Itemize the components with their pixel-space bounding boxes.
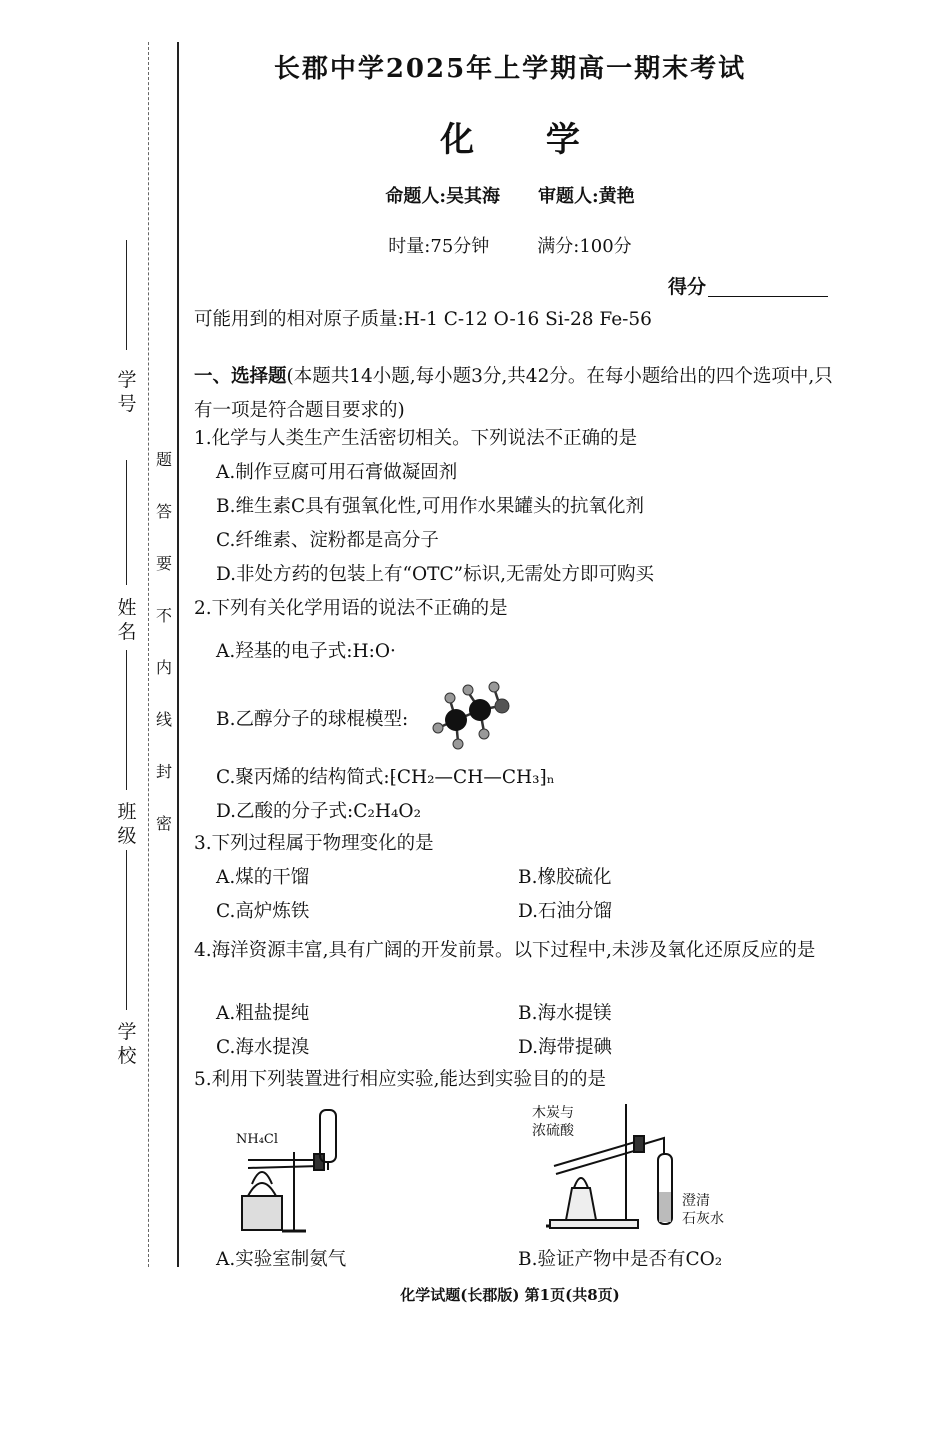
question-1-option-d[interactable]: D.非处方药的包装上有“OTC”标识,无需处方即可购买 xyxy=(216,564,655,585)
polypropylene-formula: ⁅CH₂—CH—CH₃⁆ₙ xyxy=(389,767,555,788)
seal-note-7: 封 xyxy=(155,762,172,781)
question-1-option-c[interactable]: C.纤维素、淀粉都是高分子 xyxy=(216,530,439,551)
seal-note-8: 密 xyxy=(155,814,172,833)
question-4-option-b[interactable]: B.海水提镁 xyxy=(518,1003,612,1024)
school-field[interactable] xyxy=(126,850,127,1010)
question-1-stem: 1.化学与人类生产生活密切相关。下列说法不正确的是 xyxy=(194,428,638,449)
student-number-field[interactable] xyxy=(126,240,127,350)
section-1-heading xyxy=(194,360,834,428)
class-label: 班级 xyxy=(117,801,137,847)
seal-note-4: 不 xyxy=(155,606,172,625)
seal-note-3: 要 xyxy=(155,554,172,573)
apparatus-b-reagent-label: 木炭与 浓硫酸 xyxy=(532,1105,574,1139)
exam-title: 长郡中学2025年上学期高一期末考试 xyxy=(273,54,747,84)
seal-note-2: 答 xyxy=(155,502,172,521)
question-3-stem: 3.下列过程属于物理变化的是 xyxy=(194,833,434,854)
student-number-label: 学号 xyxy=(117,369,137,415)
question-4-option-d[interactable]: D.海带提碘 xyxy=(518,1037,613,1058)
question-2-option-b[interactable]: B.乙醇分子的球棍模型: xyxy=(216,709,409,730)
question-5-option-a[interactable]: A.实验室制氨气 xyxy=(216,1249,347,1270)
question-3-option-d[interactable]: D.石油分馏 xyxy=(518,901,613,922)
time-limit: 时量:75分钟 xyxy=(388,236,490,257)
seal-note-5: 内 xyxy=(155,658,172,677)
question-4-option-a[interactable]: A.粗盐提纯 xyxy=(216,1003,310,1024)
question-3-option-b[interactable]: B.橡胶硫化 xyxy=(518,867,612,888)
question-2-option-c[interactable]: C.聚丙烯的结构简式:⁅CH₂—CH—CH₃⁆ₙ xyxy=(216,767,555,788)
full-score: 满分:100分 xyxy=(537,236,632,257)
subject-title: 化 学 xyxy=(440,120,580,160)
name-label: 姓名 xyxy=(117,597,137,643)
name-field[interactable] xyxy=(126,460,127,585)
question-2-option-d[interactable]: D.乙酸的分子式:C₂H₄O₂ xyxy=(216,801,422,822)
seal-note-1: 题 xyxy=(155,450,172,469)
question-2-option-a[interactable]: A.羟基的电子式:H:O· xyxy=(216,641,396,662)
apparatus-a-reagent-label: NH₄Cl xyxy=(236,1132,279,1147)
question-3-option-a[interactable]: A.煤的干馏 xyxy=(216,867,310,888)
setter-reviewer xyxy=(190,182,830,208)
time-score-info xyxy=(190,232,830,258)
apparatus-b-tube-label: 澄清 石灰水 xyxy=(682,1193,724,1227)
binding-dashed-line xyxy=(148,42,149,1267)
question-4-option-c[interactable]: C.海水提溴 xyxy=(216,1037,310,1058)
section-instructions: (本题共14小题,每小题3分,共42分。在每小题给出的四个选项中,只有一项是符合题目要求的) xyxy=(194,366,833,421)
acetic-acid-formula: C₂H₄O₂ xyxy=(353,801,422,822)
question-1-option-b[interactable]: B.维生素C具有强氧化性,可用作水果罐头的抗氧化剂 xyxy=(216,496,645,517)
atomic-masses: 可能用到的相对原子质量:H-1 C-12 O-16 Si-28 Fe-56 xyxy=(194,309,652,330)
setter: 命题人:吴其海 xyxy=(385,186,500,207)
hydroxyl-electron-formula: H:O· xyxy=(352,641,396,662)
binding-solid-line xyxy=(177,42,179,1267)
reviewer: 审题人:黄艳 xyxy=(538,186,635,207)
ammonia-apparatus-icon xyxy=(228,1100,358,1235)
class-field[interactable] xyxy=(126,650,127,790)
page-footer: 化学试题(长郡版) 第1页(共8页) xyxy=(400,1286,620,1304)
score-label: 得分 xyxy=(668,276,707,298)
question-4-stem: 4.海洋资源丰富,具有广阔的开发前景。以下过程中,未涉及氧化还原反应的是 xyxy=(194,940,816,961)
question-5-option-b[interactable]: B.验证产物中是否有CO₂ xyxy=(518,1249,723,1270)
question-1-option-a[interactable]: A.制作豆腐可用石膏做凝固剂 xyxy=(216,462,458,483)
question-5-stem: 5.利用下列装置进行相应实验,能达到实验目的的是 xyxy=(194,1069,607,1090)
ethanol-ball-stick-model-icon xyxy=(428,680,514,752)
seal-note-6: 线 xyxy=(155,710,172,729)
school-label: 学校 xyxy=(117,1021,137,1067)
question-3-option-c[interactable]: C.高炉炼铁 xyxy=(216,901,310,922)
question-2-stem: 2.下列有关化学用语的说法不正确的是 xyxy=(194,598,508,619)
section-title: 一、选择题 xyxy=(194,366,287,387)
score-field[interactable] xyxy=(708,296,828,297)
